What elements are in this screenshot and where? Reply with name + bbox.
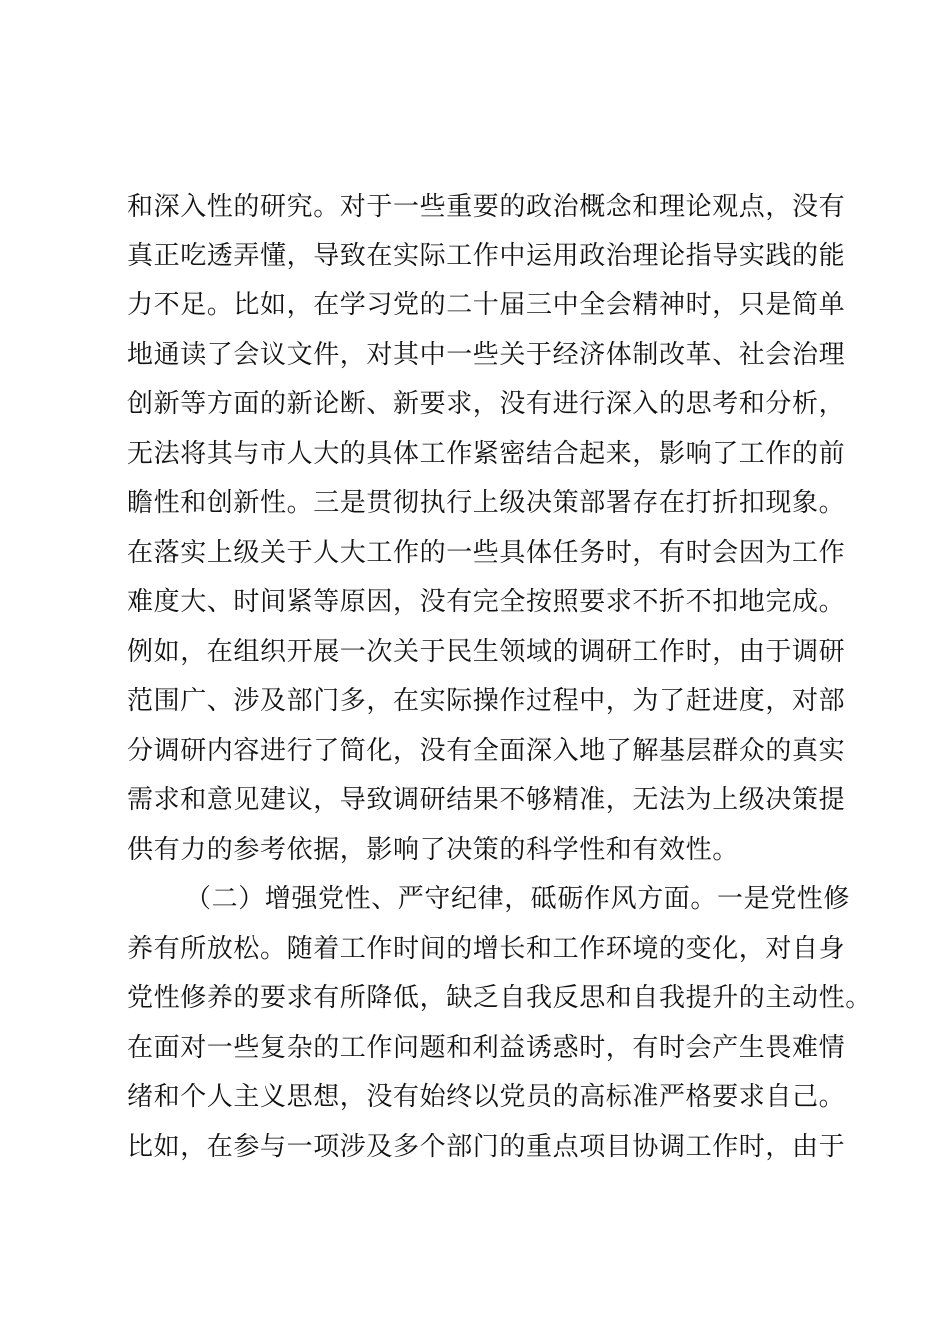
text-line: 养有所放松。随着工作时间的增长和工作环境的变化，对自身 xyxy=(127,934,846,964)
text-line: 例如，在组织开展一次关于民生领域的调研工作时，由于调研 xyxy=(127,637,846,667)
text-line: 分调研内容进行了简化，没有全面深入地了解基层群众的真实 xyxy=(127,736,846,766)
text-line: 真正吃透弄懂，导致在实际工作中运用政治理论指导实践的能 xyxy=(127,241,846,271)
text-line: 绪和个人主义思想，没有始终以党员的高标准严格要求自己。 xyxy=(127,1082,846,1112)
text-line: 难度大、时间紧等原因，没有完全按照要求不折不扣地完成。 xyxy=(127,587,846,617)
text-line: 力不足。比如，在学习党的二十届三中全会精神时，只是简单 xyxy=(127,290,846,320)
section-heading-line: （二）增强党性、严守纪律，砥砺作风方面。一是党性修 xyxy=(185,884,851,914)
text-line: 在落实上级关于人大工作的一些具体任务时，有时会因为工作 xyxy=(127,538,846,568)
text-line: 需求和意见建议，导致调研结果不够精准，无法为上级决策提 xyxy=(127,785,846,815)
text-line: 地通读了会议文件，对其中一些关于经济体制改革、社会治理 xyxy=(127,340,846,370)
text-line: 和深入性的研究。对于一些重要的政治概念和理论观点，没有 xyxy=(127,192,846,222)
text-line: 范围广、涉及部门多，在实际操作过程中，为了赶进度，对部 xyxy=(127,686,846,716)
text-line: 无法将其与市人大的具体工作紧密结合起来，影响了工作的前 xyxy=(127,439,846,469)
text-line: 创新等方面的新论断、新要求，没有进行深入的思考和分析， xyxy=(127,389,846,419)
text-line: 比如，在参与一项涉及多个部门的重点项目协调工作时，由于 xyxy=(127,1132,846,1162)
text-line: 瞻性和创新性。三是贯彻执行上级决策部署存在打折扣现象。 xyxy=(127,488,846,518)
text-line: 党性修养的要求有所降低，缺乏自我反思和自我提升的主动性。 xyxy=(127,983,872,1013)
text-line: 供有力的参考依据，影响了决策的科学性和有效性。 xyxy=(127,835,739,865)
text-line: 在面对一些复杂的工作问题和利益诱惑时，有时会产生畏难情 xyxy=(127,1033,846,1063)
